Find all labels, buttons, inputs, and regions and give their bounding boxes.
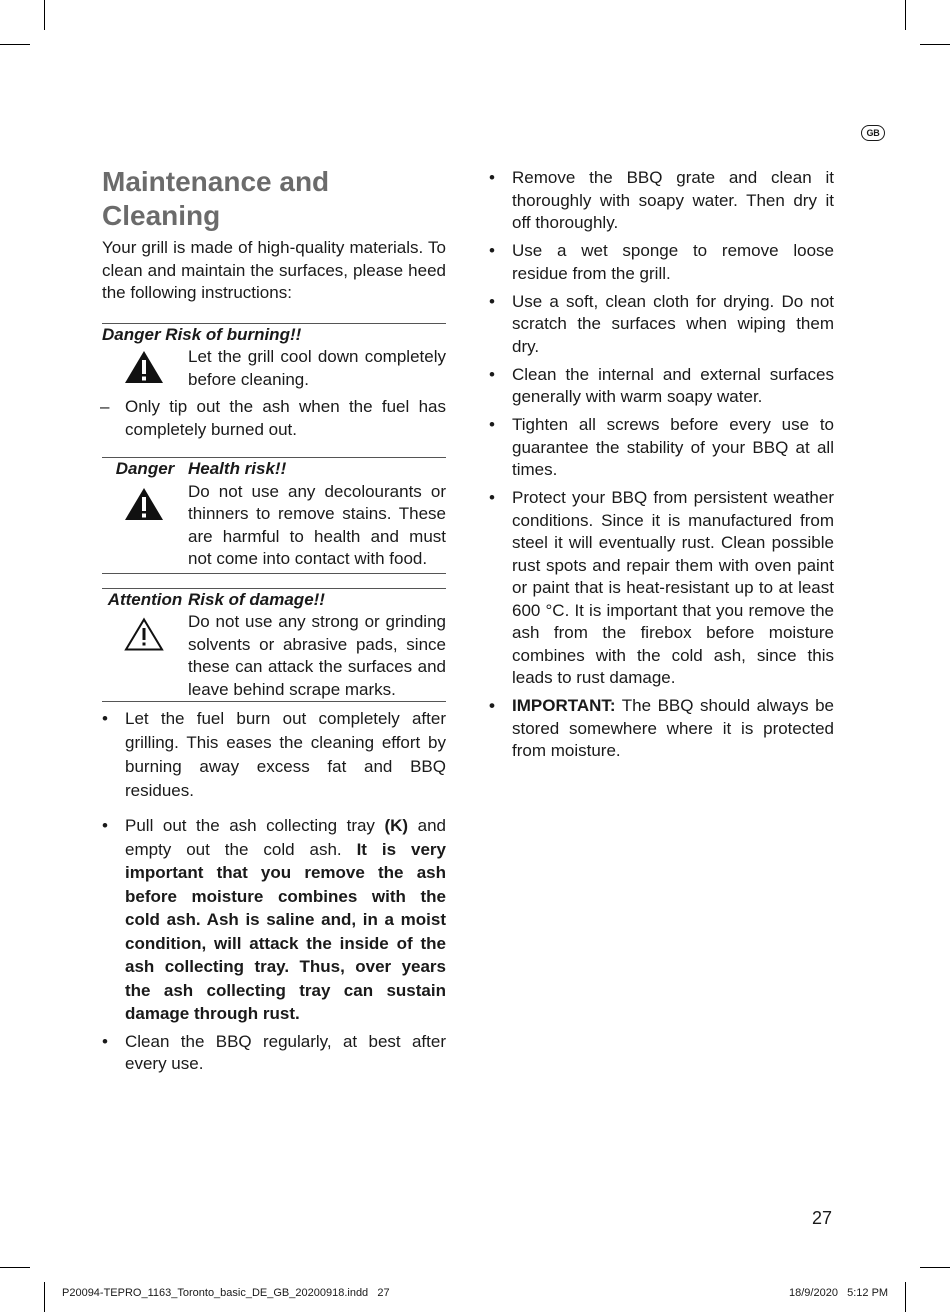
- warning-burning: [102, 323, 446, 442]
- list-item: • Tighten all screws before every use to guarantee the stability of your BBQ at all times.: [489, 415, 834, 479]
- crop-mark-top-right-v: [905, 0, 906, 30]
- list-item: • Protect your BBQ from persistent weather conditions. Since it is manufactured from steel it will eventually rust. Clean possible rust spots and repair them with oven paint or paint that is heat-resistant up to at least 600 °C. It is important that you remove the ash from the firebox before moisture combines with the cold ash, since this leads to rust damage.: [489, 488, 834, 687]
- bullet-marker: •: [489, 241, 495, 260]
- footer-file-info: P20094-TEPRO_1163_Toronto_basic_DE_GB_20200918.indd 27: [62, 1287, 390, 1299]
- warning-triangle-outline-icon: [102, 611, 188, 701]
- list-item: • Use a soft, clean cloth for drying. Do not scratch the surfaces when wiping them dry.: [489, 291, 834, 356]
- bullet-marker: •: [489, 415, 495, 434]
- list-item: • Remove the BBQ grate and clean it thoroughly with soapy water. Then dry it off thoroughly.: [489, 168, 834, 232]
- warning-damage-text: Do not use any strong or grinding solvents or abrasive pads, since these can attack the surfaces and leave behind scrape marks.: [188, 612, 446, 699]
- bullet-marker: •: [489, 291, 495, 311]
- right-column: [489, 167, 834, 768]
- crop-mark-bottom-right-h: [920, 1267, 950, 1268]
- list-item: – Only tip out the ash when the fuel has completely burned out.: [100, 397, 446, 439]
- page-number: 27: [812, 1208, 833, 1228]
- warning-damage-label: Attention: [107, 589, 183, 609]
- dash-marker: –: [100, 397, 110, 416]
- warning-health-label: Danger: [115, 459, 175, 478]
- list-item: • IMPORTANT: The BBQ should always be stored somewhere where it is protected from moisture.: [489, 696, 834, 760]
- list-item: • Let the fuel burn out completely after grilling. This eases the cleaning effort by burning away excess fat and BBQ residues.: [102, 709, 446, 800]
- bullet-marker: •: [489, 364, 495, 384]
- footer-timestamp: 18/9/2020 5:12 PM: [789, 1287, 889, 1299]
- left-column: [102, 165, 446, 1076]
- bullet-marker: •: [102, 816, 108, 835]
- warning-health-head: Health risk!!: [188, 459, 287, 478]
- bullet-marker: •: [489, 696, 495, 715]
- warning-triangle-filled-icon: [102, 346, 188, 391]
- warning-damage: [102, 588, 446, 703]
- crop-mark-top-left-h: [0, 44, 30, 45]
- crop-mark-bottom-left-v: [44, 1282, 45, 1312]
- crop-mark-bottom-right-v: [905, 1282, 906, 1312]
- crop-mark-top-left-v: [44, 0, 45, 30]
- bullet-marker: •: [102, 1031, 108, 1051]
- page-title: Maintenance and Cleaning: [102, 166, 330, 231]
- bullet-marker: •: [489, 168, 495, 187]
- warning-burning-head: Danger Risk of burning!!: [102, 324, 302, 344]
- list-item: • Use a wet sponge to remove loose residue from the grill.: [489, 241, 834, 283]
- warning-triangle-filled-icon: [102, 481, 188, 573]
- list-item: • Clean the BBQ regularly, at best after every use.: [102, 1031, 446, 1073]
- intro-text: Your grill is made of high-quality materials. To clean and maintain the surfaces, please heed the following instructions:: [102, 238, 446, 302]
- language-badge: GB: [861, 125, 885, 141]
- warning-health: [102, 457, 446, 574]
- warning-damage-head: Risk of damage!!: [188, 589, 325, 609]
- bullet-marker: •: [489, 488, 495, 507]
- list-item: • Clean the internal and external surfaces generally with warm soapy water.: [489, 364, 834, 406]
- list-item: • Pull out the ash collecting tray (K) and empty out the cold ash. It is very important that you remove the ash before moisture combines with the cold ash. Ash is saline and, in a moist condition, will attack the inside of the ash collecting tray. Thus, over years the ash collecting tray can sustain damage through rust.: [102, 816, 446, 1023]
- crop-mark-bottom-left-h: [0, 1267, 30, 1268]
- bullet-marker: •: [102, 709, 108, 728]
- crop-mark-top-right-h: [920, 44, 950, 45]
- warning-burning-text: Let the grill cool down completely before cleaning.: [188, 347, 446, 389]
- warning-health-text: Do not use any decolourants or thinners to remove stains. These are harmful to health and must not come into contact with food.: [188, 481, 446, 568]
